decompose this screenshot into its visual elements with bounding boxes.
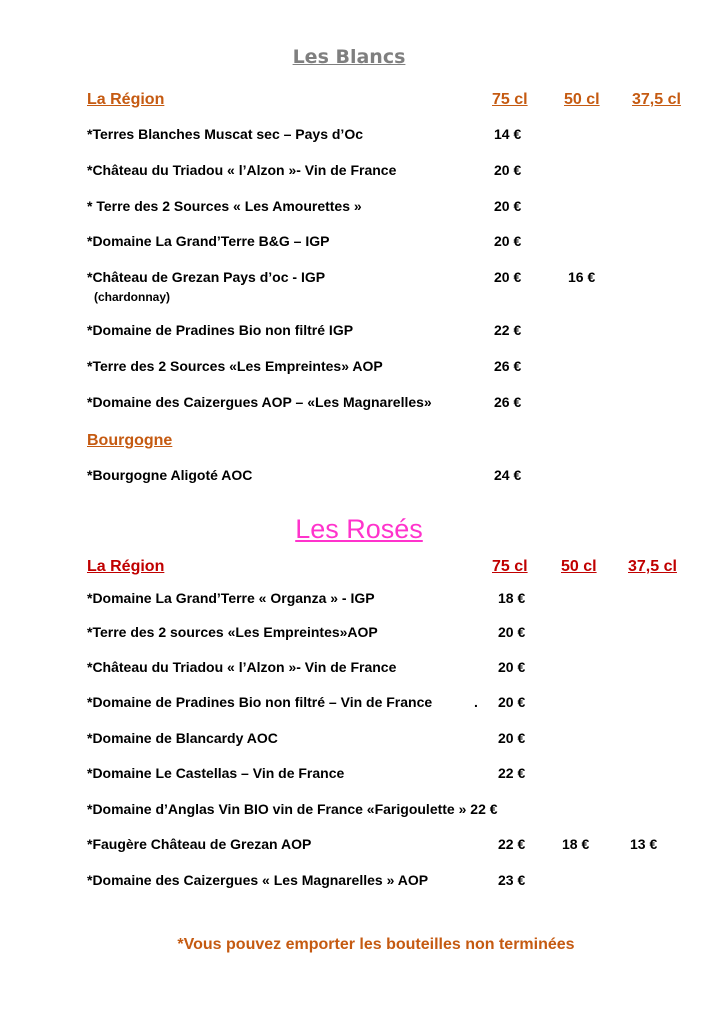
roses-wine-price-75cl: 20 €	[498, 624, 526, 640]
roses-wine-price-75cl: 20 €	[498, 659, 526, 675]
roses-col-50cl: 50 cl	[561, 558, 597, 575]
roses-title: Les Rosés	[295, 514, 423, 544]
roses-region-header: La Région	[87, 558, 165, 575]
bourgogne-wine-price-75cl: 24 €	[494, 467, 522, 483]
blancs-wine-price-75cl: 20 €	[494, 269, 522, 285]
roses-wine-name: *Domaine de Blancardy AOC	[87, 730, 278, 746]
blancs-wine-note: (chardonnay)	[94, 290, 171, 304]
blancs-wine-price-75cl: 20 €	[494, 233, 522, 249]
roses-wine-name: *Château du Triadou « l’Alzon »- Vin de France	[87, 659, 397, 675]
blancs-wine-name: * Terre des 2 Sources « Les Amourettes »	[87, 198, 362, 214]
roses-col-75cl: 75 cl	[492, 558, 528, 575]
blancs-wine-price-75cl: 20 €	[494, 162, 522, 178]
blancs-col-75cl: 75 cl	[492, 91, 528, 108]
roses-wine-price-75cl: 23 €	[498, 872, 526, 888]
blancs-wine-name: *Château de Grezan Pays d’oc - IGP	[87, 269, 326, 285]
blancs-wine-name: *Terres Blanches Muscat sec – Pays d’Oc	[87, 126, 363, 142]
bourgogne-header: Bourgogne	[87, 432, 173, 449]
roses-col-375cl: 37,5 cl	[628, 558, 677, 575]
roses-wine-name: *Domaine de Pradines Bio non filtré – Vin de France	[87, 694, 433, 710]
roses-wine-price-75cl: 18 €	[498, 590, 526, 606]
blancs-wine-name: *Terre des 2 Sources «Les Empreintes» AOP	[87, 358, 383, 374]
roses-wine-price-75cl: 22 €	[498, 836, 526, 852]
blancs-wine-price-75cl: 14 €	[494, 126, 522, 142]
blancs-wine-name: *Domaine de Pradines Bio non filtré IGP	[87, 322, 354, 338]
blancs-wine-price-75cl: 26 €	[494, 358, 522, 374]
roses-wine-price-375cl: 13 €	[630, 836, 658, 852]
blancs-region-header: La Région	[87, 91, 165, 108]
blancs-wine-price-75cl: 26 €	[494, 394, 522, 410]
roses-wine-name: *Domaine Le Castellas – Vin de France	[87, 765, 345, 781]
roses-wine-name: *Terre des 2 sources «Les Empreintes»AOP	[87, 624, 378, 640]
roses-wine-name: *Domaine d’Anglas Vin BIO vin de France «Farigoulette » 22 €	[87, 801, 498, 817]
blancs-col-50cl: 50 cl	[564, 91, 600, 108]
blancs-wine-price-50cl: 16 €	[568, 269, 596, 285]
bourgogne-wine-name: *Bourgogne Aligoté AOC	[87, 467, 253, 483]
blancs-wine-price-75cl: 22 €	[494, 322, 522, 338]
roses-wine-name: *Domaine des Caizergues « Les Magnarelles » AOP	[87, 872, 429, 888]
roses-wine-name: *Faugère Château de Grezan AOP	[87, 836, 312, 852]
roses-wine-price-75cl: 22 €	[498, 765, 526, 781]
blancs-col-375cl: 37,5 cl	[632, 91, 681, 108]
roses-wine-price-75cl: 20 €	[498, 730, 526, 746]
roses-wine-name: *Domaine La Grand’Terre « Organza » - IGP	[87, 590, 375, 606]
roses-wine-dot: .	[474, 694, 478, 710]
roses-wine-price-75cl: 20 €	[498, 694, 526, 710]
blancs-wine-name: *Domaine des Caizergues AOP – «Les Magnarelles»	[87, 394, 432, 410]
blancs-wine-name: *Château du Triadou « l’Alzon »- Vin de France	[87, 162, 397, 178]
blancs-wine-name: *Domaine La Grand’Terre B&G – IGP	[87, 233, 330, 249]
blancs-title: Les Blancs	[292, 46, 406, 68]
footer-note: *Vous pouvez emporter les bouteilles non terminées	[177, 936, 575, 953]
blancs-wine-price-75cl: 20 €	[494, 198, 522, 214]
roses-wine-price-50cl: 18 €	[562, 836, 590, 852]
